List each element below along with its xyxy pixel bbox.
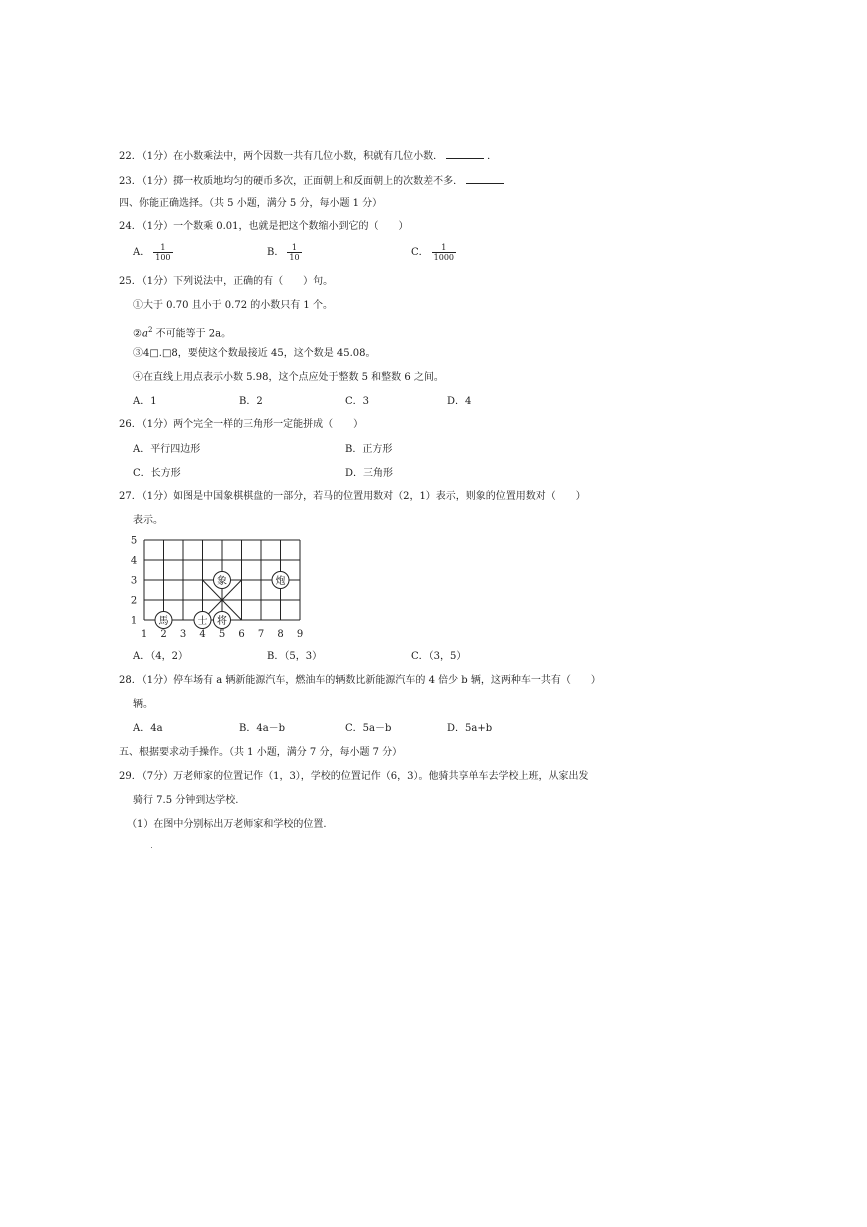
question-22: 22．（1分）在小数乘法中，两个因数一共有几位小数，积就有几位小数． ．: [119, 148, 497, 164]
q28-option-d[interactable]: D．5a+b: [447, 723, 493, 734]
q24-option-c[interactable]: C． $\frac{1}{1000}$: [411, 243, 455, 262]
chess-piece-label: 象: [217, 575, 227, 587]
question-23: [119, 173, 507, 189]
x-axis-label: 2: [160, 629, 167, 640]
y-axis-label: 5: [130, 535, 138, 547]
board-x-axis-labels: [141, 629, 303, 640]
question-27-text: 27．（1分）如图是中国象棋棋盘的一部分，若马的位置用数对（2，1）表示，则象的位置用数对（ ）: [119, 491, 586, 502]
chess-board-figure: [128, 532, 308, 644]
q26-option-a[interactable]: A．平行四边形: [133, 444, 201, 455]
q24-option-a[interactable]: A． $\frac{1}{100}$: [133, 243, 171, 262]
q25-option-a[interactable]: A．1: [133, 396, 157, 407]
question-25-text: 25．（1分）下列说法中，正确的有（ ）句。: [119, 276, 334, 287]
stray-mark: [151, 847, 152, 848]
question-23-text: 23．（1分）掷一枚质地均匀的硬币多次，正面朝上和反面朝上的次数差不多．: [119, 176, 464, 187]
section-5-heading: 五、根据要求动手操作。（共 1 小题，满分 7 分，每小题 7 分）: [119, 747, 403, 758]
chess-piece-label: 将: [217, 615, 227, 627]
x-axis-label: 9: [296, 629, 304, 640]
q25-statement-2: $②a^2$ 不可能等于 2a。: [133, 326, 232, 340]
y-axis-label: 2: [130, 595, 138, 607]
q27-option-c[interactable]: C．（3，5）: [411, 651, 467, 662]
q25-option-d[interactable]: D．4: [447, 396, 472, 407]
q25-statement-4: ④在直线上用点表示小数 5.98，这个点应处于整数 5 和整数 6 之间。: [133, 372, 444, 383]
q27-option-a[interactable]: A．（4，2）: [133, 651, 188, 662]
question-27-text-cont: 表示。: [133, 515, 163, 526]
x-axis-label: 8: [277, 629, 284, 640]
section-4-heading: 四、你能正确选择。（共 5 小题，满分 5 分，每小题 1 分）: [119, 198, 383, 209]
chess-piece-label: 馬: [158, 615, 169, 627]
question-28-text-cont: 辆。: [133, 699, 153, 710]
x-axis-label: 3: [179, 629, 187, 640]
q26-option-d[interactable]: D．三角形: [345, 468, 394, 479]
question-29-text-cont: 骑行 7.5 分钟到达学校.: [133, 795, 239, 806]
q25-statement-1: ①大于 0.70 且小于 0.72 的小数只有 1 个。: [133, 300, 333, 311]
fraction: $\frac{1}{10}$: [289, 243, 300, 262]
x-axis-label: 6: [238, 629, 245, 640]
answer-blank-23[interactable]: [466, 173, 504, 184]
q28-option-b[interactable]: B．4a－b: [239, 723, 286, 734]
question-28-text: 28．（1分）停车场有 a 辆新能源汽车，燃油车的辆数比新能源汽车的 4 倍少 b 辆，这两种车一共有（ ）: [119, 675, 601, 686]
fraction: $\frac{1}{1000}$: [433, 243, 455, 262]
q27-option-b[interactable]: B．（5，3）: [267, 651, 323, 662]
q25-option-b[interactable]: B．2: [239, 396, 263, 407]
q28-option-c[interactable]: C．5a－b: [345, 723, 392, 734]
q25-option-c[interactable]: C．3: [345, 396, 370, 407]
chess-piece-label: 炮: [275, 575, 286, 587]
x-axis-label: 1: [140, 629, 148, 640]
question-24-text: 24．（1分）一个数乘 0.01，也就是把这个数缩小到它的（ ）: [119, 221, 409, 232]
y-axis-label: 3: [130, 575, 138, 587]
chess-piece-label: 士: [197, 615, 208, 627]
y-axis-label: 4: [130, 555, 138, 567]
x-axis-label: 7: [257, 629, 265, 640]
q26-option-c[interactable]: C．长方形: [133, 468, 181, 479]
x-axis-label: 5: [218, 629, 226, 640]
answer-blank-22[interactable]: [446, 148, 484, 159]
question-22-text: 22．（1分）在小数乘法中，两个因数一共有几位小数，积就有几位小数．: [119, 151, 444, 162]
question-29-sub-1: （1）在图中分别标出万老师家和学校的位置.: [127, 819, 327, 830]
fraction: $\frac{1}{100}$: [155, 243, 171, 262]
q24-option-b[interactable]: B． $\frac{1}{10}$: [267, 243, 300, 262]
q25-statement-3: ③4□.□8，要使这个数最接近 45，这个数是 45.08。: [133, 348, 376, 359]
question-26-text: 26．（1分）两个完全一样的三角形一定能拼成（ ）: [119, 419, 364, 430]
y-axis-label: 1: [130, 615, 138, 627]
board-y-axis-labels: [131, 536, 137, 627]
q28-option-a[interactable]: A．4a: [133, 723, 163, 734]
question-29-text: 29．（7分）万老师家的位置记作（1，3），学校的位置记作（6，3）。他骑共享单车去学校上班，从家出发: [119, 771, 589, 782]
x-axis-label: 4: [199, 629, 206, 640]
q26-option-b[interactable]: B．正方形: [345, 444, 393, 455]
